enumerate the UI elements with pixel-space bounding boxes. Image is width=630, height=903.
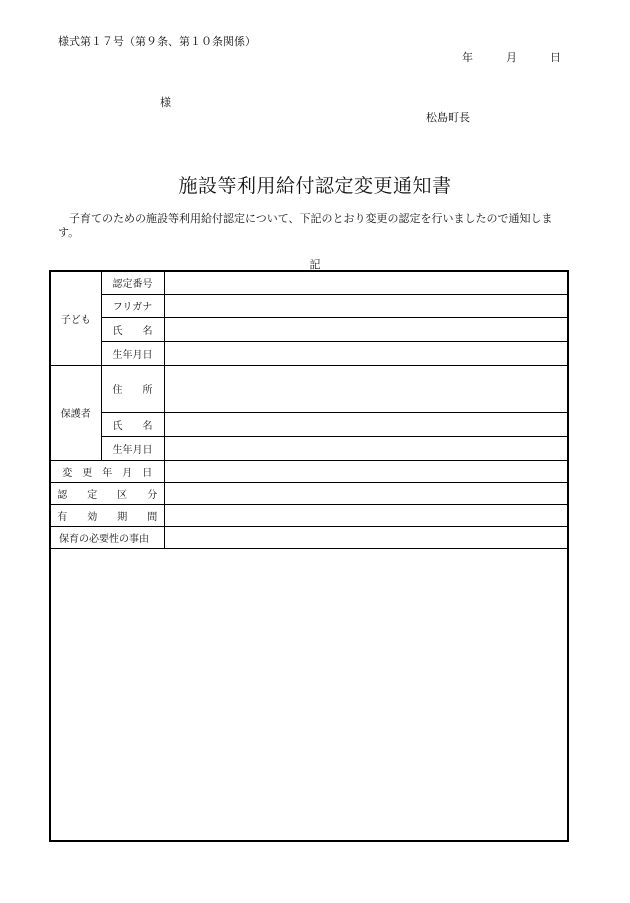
validity-period-field[interactable] xyxy=(164,504,568,526)
child-furigana-label: フリガナ xyxy=(101,294,164,317)
form-number: 様式第１７号（第９条、第１０条関係） xyxy=(58,35,256,48)
guardian-birthdate-field[interactable] xyxy=(164,436,568,460)
addressee-suffix: 様 xyxy=(160,96,171,109)
document-title: 施設等利用給付認定変更通知書 xyxy=(178,175,452,197)
child-name-field[interactable] xyxy=(164,317,568,341)
guardian-birthdate-label: 生年月日 xyxy=(101,436,164,460)
change-date-field[interactable] xyxy=(164,460,568,482)
childcare-reason-label: 保育の必要性の事由 xyxy=(50,526,164,548)
child-cert-number-label: 認定番号 xyxy=(101,271,164,294)
remarks-area[interactable] xyxy=(50,548,568,841)
date-month: 月 xyxy=(506,51,517,64)
change-date-label: 変 更 年 月 日 xyxy=(50,460,164,482)
child-cert-number-field[interactable] xyxy=(164,271,568,294)
child-name-label: 氏 名 xyxy=(101,317,164,341)
guardian-name-field[interactable] xyxy=(164,412,568,436)
guardian-name-label: 氏 名 xyxy=(101,412,164,436)
ki-heading: 記 xyxy=(309,258,321,271)
cert-category-field[interactable] xyxy=(164,482,568,504)
guardian-address-field[interactable] xyxy=(164,365,568,412)
child-birthdate-label: 生年月日 xyxy=(101,341,164,365)
child-birthdate-field[interactable] xyxy=(164,341,568,365)
child-furigana-field[interactable] xyxy=(164,294,568,317)
date-day: 日 xyxy=(550,51,561,64)
guardian-address-label: 住 所 xyxy=(101,365,164,412)
issue-date xyxy=(462,49,561,65)
validity-period-label: 有 効 期 間 xyxy=(50,504,164,526)
body-text: 子育てのための施設等利用給付認定について、下記のとおり変更の認定を行いましたので通知します。 xyxy=(58,212,553,239)
guardian-label: 保護者 xyxy=(50,365,101,460)
childcare-reason-field[interactable] xyxy=(164,526,568,548)
issuer: 松島町長 xyxy=(426,111,470,124)
cert-category-label: 認 定 区 分 xyxy=(50,482,164,504)
notification-form xyxy=(49,270,569,842)
date-year: 年 xyxy=(462,51,473,64)
child-label: 子ども xyxy=(50,271,101,365)
